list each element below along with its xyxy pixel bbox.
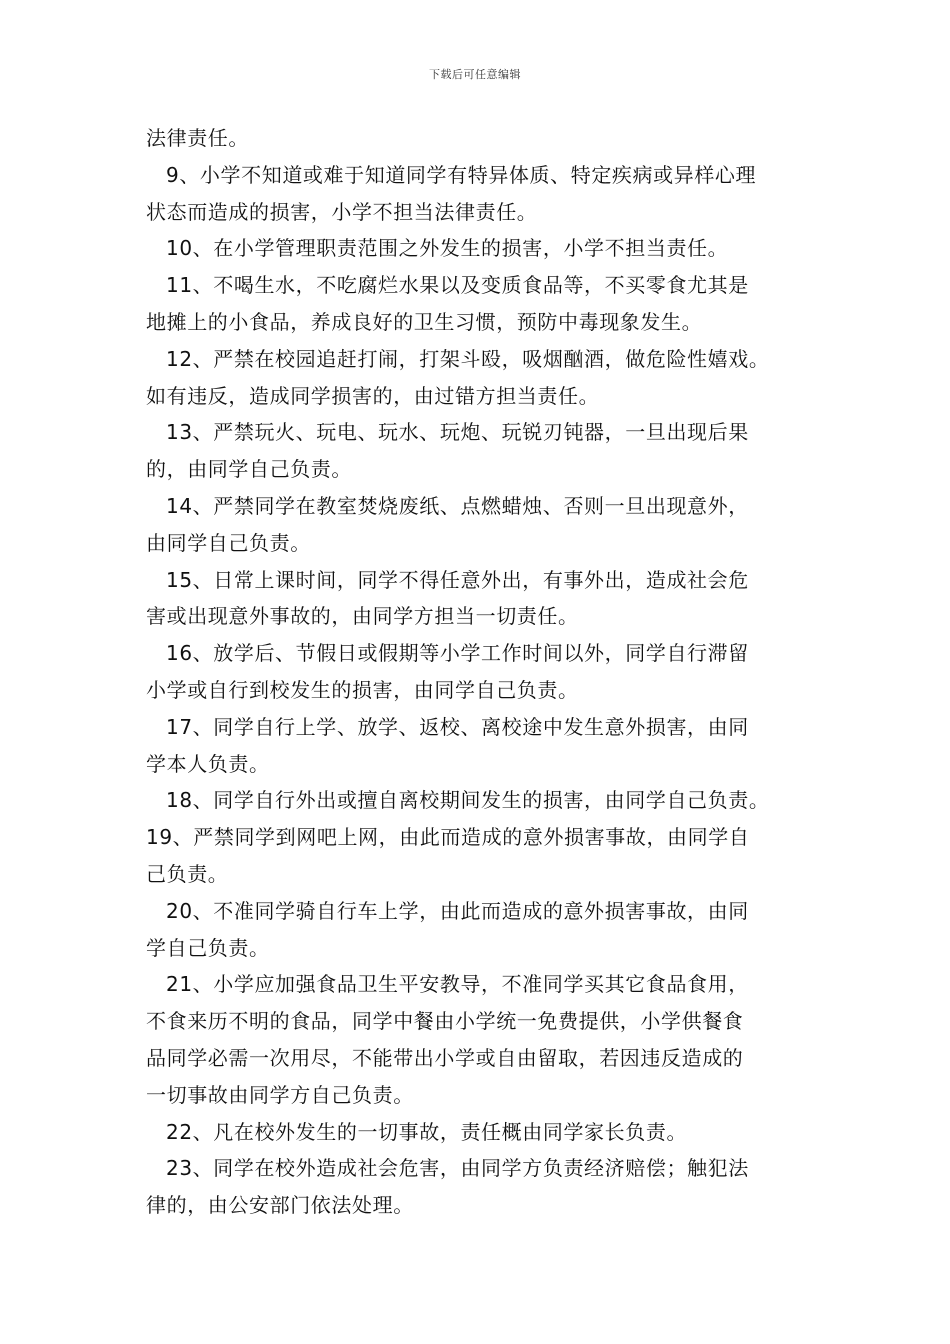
text-line: 害或出现意外事故的，由同学方担当一切责任。 bbox=[146, 604, 579, 629]
document-body bbox=[146, 120, 814, 1224]
text-line: 16、放学后、节假日或假期等小学工作时间以外，同学自行滞留 bbox=[166, 641, 749, 666]
text-line: 的，由同学自己负责。 bbox=[146, 457, 352, 482]
text-line: 15、日常上课时间，同学不得任意外出，有事外出，造成社会危 bbox=[166, 567, 749, 592]
text-line: 己负责。 bbox=[146, 861, 229, 886]
text-line: 21、小学应加强食品卫生平安教导，不准同学买其它食品食用， bbox=[166, 972, 749, 997]
text-line: 22、凡在校外发生的一切事故，责任概由同学家长负责。 bbox=[166, 1119, 688, 1144]
text-line: 14、严禁同学在教室焚烧废纸、点燃蜡烛、否则一旦出现意外， bbox=[166, 493, 749, 518]
text-line: 11、不喝生水，不吃腐烂水果以及变质食品等，不买零食尤其是 bbox=[166, 273, 749, 298]
text-line: 由同学自己负责。 bbox=[146, 530, 311, 555]
text-line: 地摊上的小食品，养成良好的卫生习惯，预防中毒现象发生。 bbox=[146, 309, 703, 334]
text-line: 学自己负责。 bbox=[146, 935, 270, 960]
text-line: 小学或自行到校发生的损害，由同学自己负责。 bbox=[146, 677, 579, 702]
text-line: 23、同学在校外造成社会危害，由同学方负责经济赔偿；触犯法 bbox=[166, 1156, 749, 1181]
text-line: 12、严禁在校园追赶打闹，打架斗殴，吸烟酗酒，做危险性嬉戏。 bbox=[166, 346, 770, 371]
text-line: 9、小学不知道或难于知道同学有特异体质、特定疾病或异样心理 bbox=[166, 162, 757, 187]
text-line: 品同学必需一次用尽，不能带出小学或自由留取，若因违反造成的 bbox=[146, 1045, 744, 1070]
page-header: 下载后可任意编辑 bbox=[429, 68, 521, 81]
text-line: 学本人负责。 bbox=[146, 751, 270, 776]
text-line: 法律责任。 bbox=[146, 126, 249, 150]
text-line: 18、同学自行外出或擅自离校期间发生的损害，由同学自己负责。 bbox=[166, 788, 770, 813]
text-line: 13、严禁玩火、玩电、玩水、玩炮、玩锐刃钝器，一旦出现后果 bbox=[166, 420, 749, 445]
text-line: 19、严禁同学到网吧上网，由此而造成的意外损害事故，由同学自 bbox=[146, 825, 750, 850]
text-line: 状态而造成的损害，小学不担当法律责任。 bbox=[146, 199, 538, 224]
text-line: 10、在小学管理职责范围之外发生的损害，小学不担当责任。 bbox=[166, 236, 729, 261]
text-line: 如有违反，造成同学损害的，由过错方担当责任。 bbox=[146, 383, 600, 408]
text-line: 17、同学自行上学、放学、返校、离校途中发生意外损害，由同 bbox=[166, 714, 749, 739]
text-line: 20、不准同学骑自行车上学，由此而造成的意外损害事故，由同 bbox=[166, 898, 749, 923]
text-line: 不食来历不明的食品，同学中餐由小学统一免费提供，小学供餐食 bbox=[146, 1009, 744, 1034]
text-line: 律的，由公安部门依法处理。 bbox=[146, 1193, 414, 1218]
text-line: 一切事故由同学方自己负责。 bbox=[146, 1082, 414, 1107]
